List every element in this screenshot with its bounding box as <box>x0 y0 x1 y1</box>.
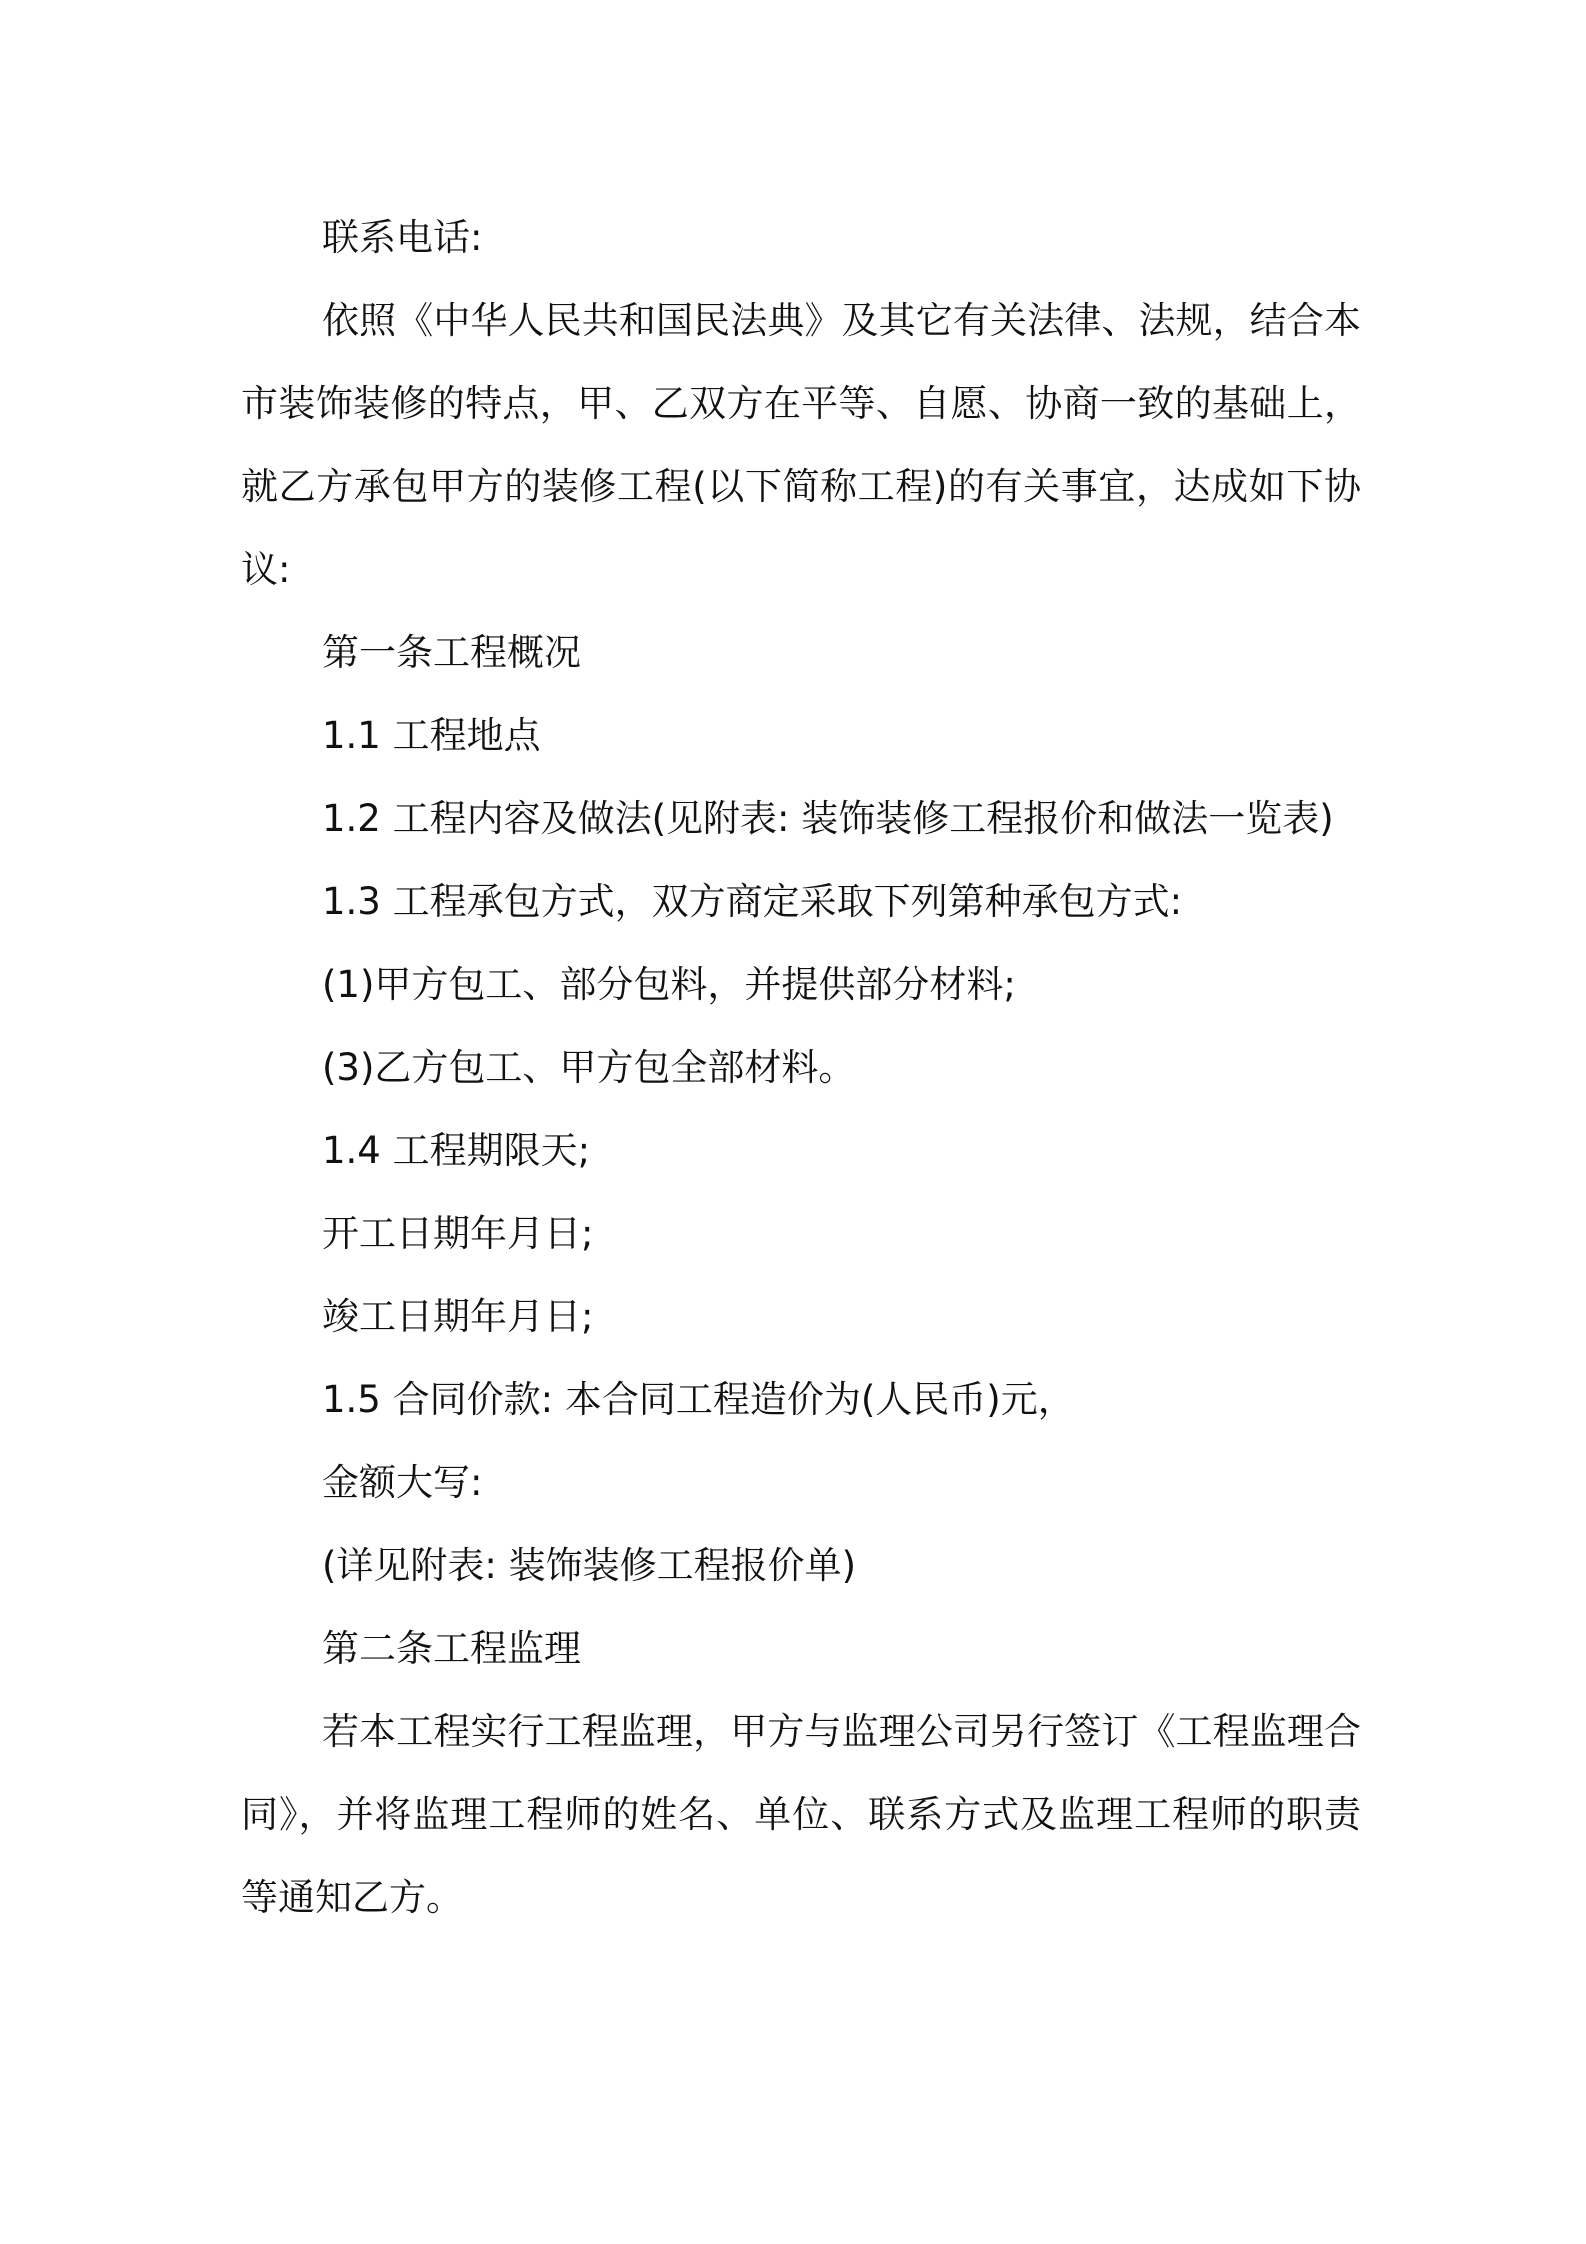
paragraph-1-1: 1.1 工程地点 <box>322 714 541 757</box>
document-body <box>241 196 1361 1939</box>
paragraph-supervision: 若本工程实行工程监理，甲方与监理公司另行签订《工程监理合同》，并将监理工程师的姓名、单位、联系方式及监理工程师的职责等通知乙方。 <box>241 1710 1361 1919</box>
paragraph-1-3: 1.3 工程承包方式，双方商定采取下列第种承包方式: <box>322 880 1183 923</box>
paragraph-1-2: 1.2 工程内容及做法(见附表: 装饰装修工程报价和做法一览表) <box>322 797 1334 840</box>
paragraph-option-3: (3)乙方包工、甲方包全部材料。 <box>322 1046 856 1089</box>
paragraph-see-appendix: (详见附表: 装饰装修工程报价单) <box>322 1544 857 1587</box>
paragraph-legal-basis: 依照《中华人民共和国民法典》及其它有关法律、法规，结合本市装饰装修的特点，甲、乙双方在平等、自愿、协商一致的基础上，就乙方承包甲方的装修工程(以下简称工程)的有关事宜，达成如下协议: <box>241 299 1361 591</box>
paragraph-option-1: (1)甲方包工、部分包料，并提供部分材料; <box>322 963 1016 1006</box>
paragraph-end-date: 竣工日期年月日; <box>322 1295 594 1338</box>
paragraph-start-date: 开工日期年月日; <box>322 1212 594 1255</box>
paragraph-amount-words: 金额大写: <box>322 1461 483 1504</box>
paragraph-1-4: 1.4 工程期限天; <box>322 1129 591 1172</box>
heading-article-1: 第一条工程概况 <box>322 631 581 674</box>
paragraph-contact-phone: 联系电话: <box>322 216 483 259</box>
heading-article-2: 第二条工程监理 <box>322 1627 581 1670</box>
paragraph-1-5: 1.5 合同价款: 本合同工程造价为(人民币)元， <box>322 1378 1075 1421</box>
